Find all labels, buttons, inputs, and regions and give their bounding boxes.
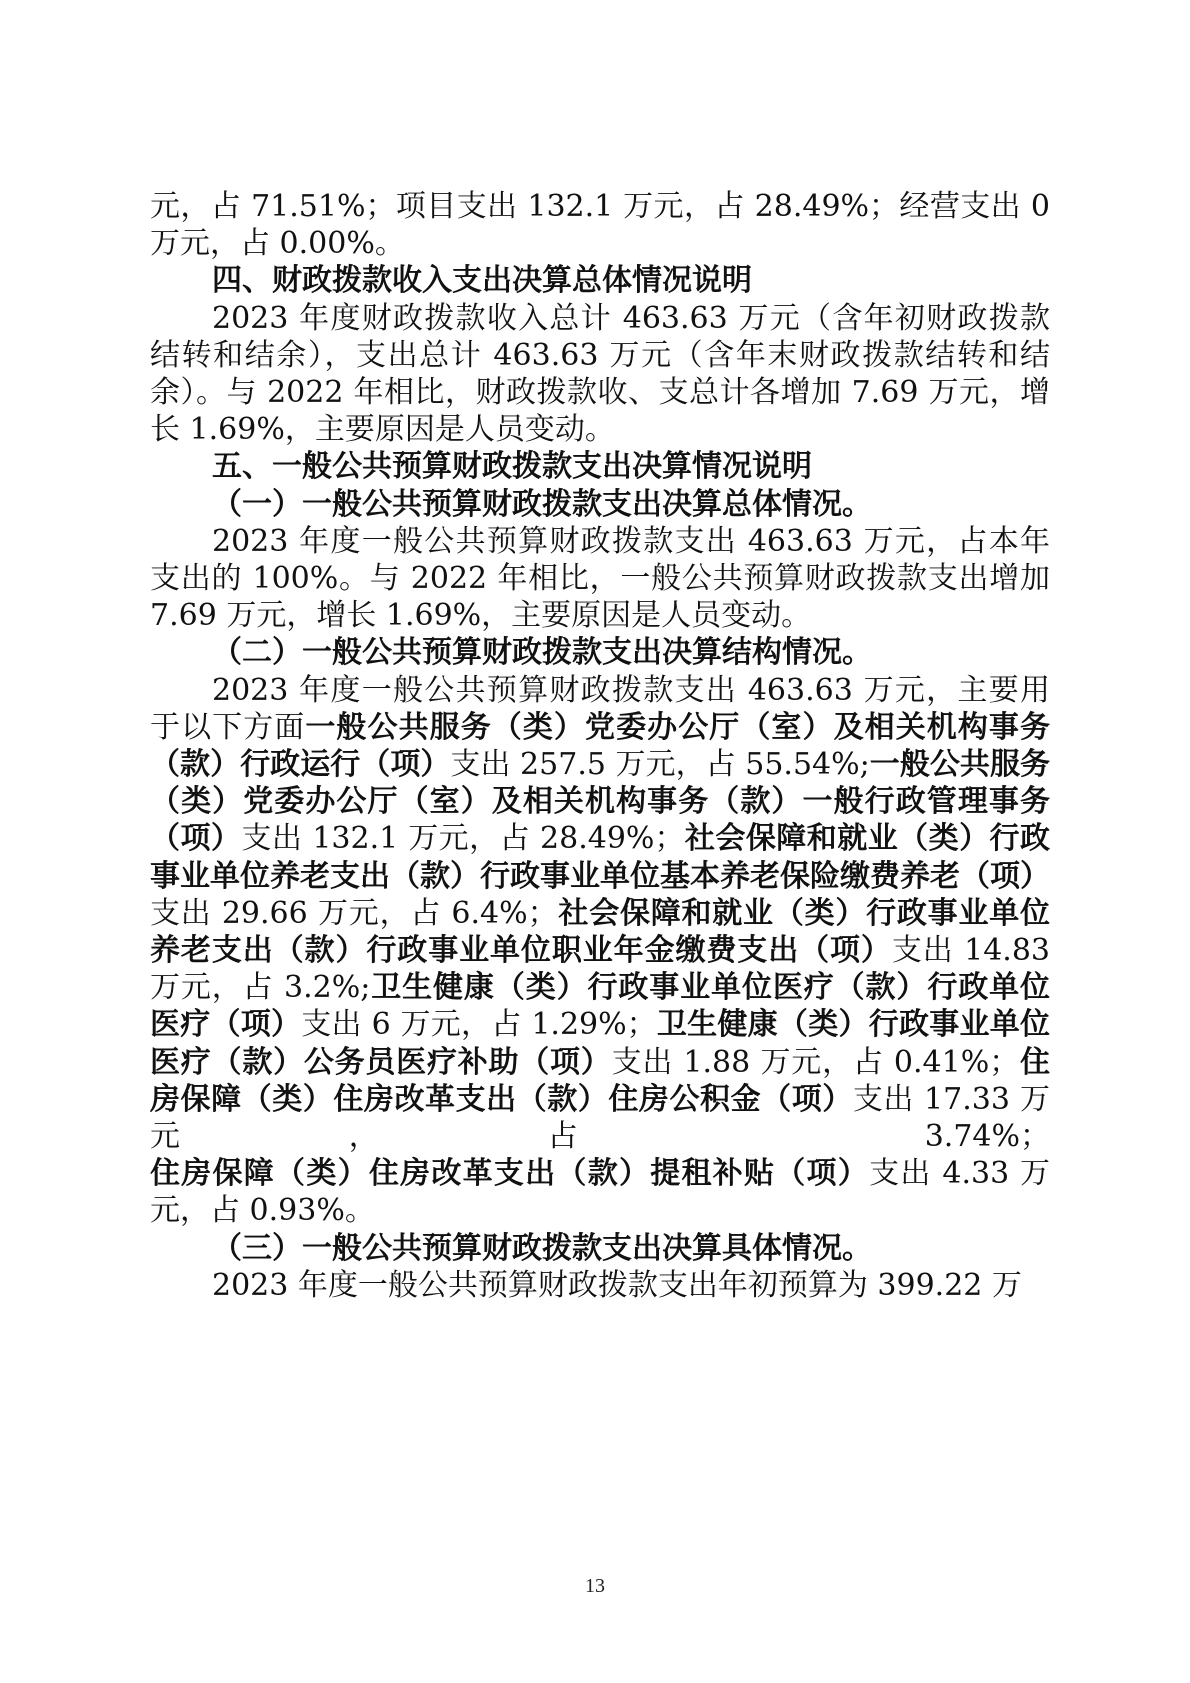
- item-category: 社会保障和就业（类）行政事业单位养老支出（款）行政事业单位职业年金缴费支出（项）: [150, 895, 1050, 969]
- paragraph-expenditure-structure: [150, 672, 1050, 1230]
- item-category: 卫生健康（类）行政事业单位医疗（款）行政单位医疗（项）: [150, 970, 1051, 1043]
- subsection-heading-3: （三）一般公共预算财政拨款支出决算具体情况。: [212, 1230, 872, 1266]
- section-heading-4: 四、财政拨款收入支出决算总体情况说明: [212, 263, 752, 299]
- structure-intro: 2023 年度一般公共预算财政拨款支出 463.63 万元，主要用于以下方面: [150, 672, 1050, 745]
- item-amount: 支出 1.88 万元，占 0.41%；: [611, 1044, 1020, 1080]
- paragraph-continuation: 元，占 71.51%；项目支出 132.1 万元，占 28.49%；经营支出 0 万元，占 0.00%。: [150, 189, 1050, 262]
- item-category: 一般公共服务（类）党委办公厅（室）及相关机构事务（款）一般行政管理事务（项）: [150, 747, 1051, 857]
- subsection-heading-1: （一）一般公共预算财政拨款支出决算总体情况。: [212, 486, 872, 522]
- item-category: 住房保障（类）住房改革支出（款）提租补贴（项）: [150, 1156, 870, 1192]
- item-amount: 支出 257.5 万元，占 55.54%;: [450, 747, 870, 783]
- item-category: 卫生健康（类）行政事业单位医疗（款）公务员医疗补助（项）: [150, 1007, 1051, 1080]
- item-category: 一般公共服务（类）党委办公厅（室）及相关机构事务（款）行政运行（项）: [150, 709, 1051, 783]
- item-amount: 支出 29.66 万元，占 6.4%；: [150, 895, 558, 931]
- page-number: 13: [585, 1575, 605, 1597]
- item-category: 住房保障（类）住房改革支出（款）住房公积金（项）: [150, 1044, 1051, 1117]
- item-amount: 支出 132.1 万元，占 28.49%；: [241, 821, 685, 857]
- paragraph-specific-details: 2023 年度一般公共预算财政拨款支出年初预算为 399.22 万: [212, 1267, 1022, 1303]
- paragraph-general-budget-overview: 2023 年度一般公共预算财政拨款支出 463.63 万元，占本年支出的 100%。与 2022 年相比，一般公共预算财政拨款支出增加 7.69 万元，增长 1.69%，主要原因是人员变动。: [150, 523, 1050, 634]
- item-amount: 支出 6 万元，占 1.29%；: [301, 1007, 657, 1043]
- subsection-heading-2: （二）一般公共预算财政拨款支出决算结构情况。: [212, 635, 872, 671]
- item-amount: 支出 14.83 万元，占 3.2%;: [150, 933, 1051, 1006]
- document-body: [150, 188, 1050, 1304]
- paragraph-fiscal-overview: 2023 年度财政拨款收入总计 463.63 万元（含年初财政拨款结转和结余），支出总计 463.63 万元（含年末财政拨款结转和结余）。与 2022 年相比，财政拨款收、支总计各增加 7.69 万元，增长 1.69%，主要原因是人员变动。: [150, 300, 1050, 448]
- item-category: 社会保障和就业（类）行政事业单位养老支出（款）行政事业单位基本养老保险缴费养老（项）: [150, 821, 1051, 894]
- item-amount: 支出 17.33 万元，占 3.74%；: [150, 1081, 1050, 1155]
- item-amount: 支出 4.33 万元，占 0.93%。: [150, 1156, 1051, 1229]
- section-heading-5: 五、一般公共预算财政拨款支出决算情况说明: [212, 449, 812, 485]
